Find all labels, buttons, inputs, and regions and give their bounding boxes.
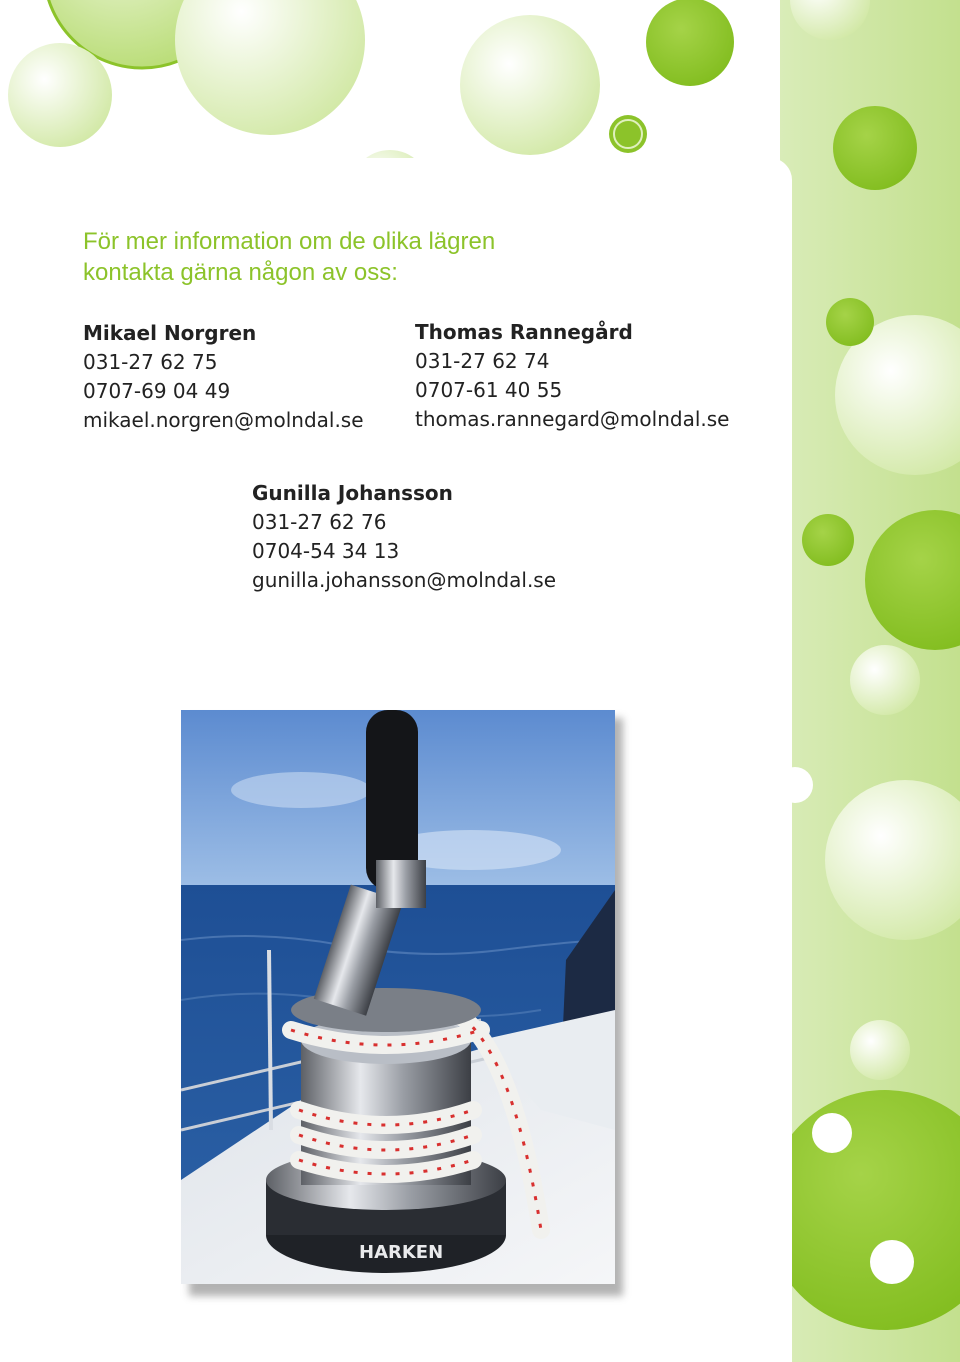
sailing-winch-photo	[181, 710, 615, 1284]
contact-mobile: 0704-54 34 13	[252, 539, 400, 563]
contact-phone: 031-27 62 76	[252, 510, 387, 534]
contact-mobile: 0707-69 04 49	[83, 379, 231, 403]
winch-brand-label: HARKEN	[359, 1242, 444, 1263]
photo-frame	[181, 710, 615, 1284]
contact-name: Thomas Rannegård	[415, 320, 633, 344]
contact-card-gunilla	[252, 479, 556, 595]
heading-line-2: kontakta gärna någon av oss:	[83, 259, 398, 286]
contact-card-thomas	[415, 318, 729, 434]
contact-name: Gunilla Johansson	[252, 481, 453, 505]
contact-mobile: 0707-61 40 55	[415, 378, 563, 402]
contact-email[interactable]: gunilla.johansson@molndal.se	[252, 568, 557, 592]
contact-email[interactable]: mikael.norgren@molndal.se	[83, 408, 364, 432]
page-heading	[83, 226, 723, 288]
contact-phone: 031-27 62 75	[83, 350, 218, 374]
contact-card-mikael	[83, 319, 364, 435]
winch-illustration	[181, 710, 615, 1284]
contact-phone: 031-27 62 74	[415, 349, 550, 373]
contact-email[interactable]: thomas.rannegard@molndal.se	[415, 407, 730, 431]
contact-name: Mikael Norgren	[83, 321, 257, 345]
heading-line-1: För mer information om de olika lägren	[83, 228, 496, 255]
